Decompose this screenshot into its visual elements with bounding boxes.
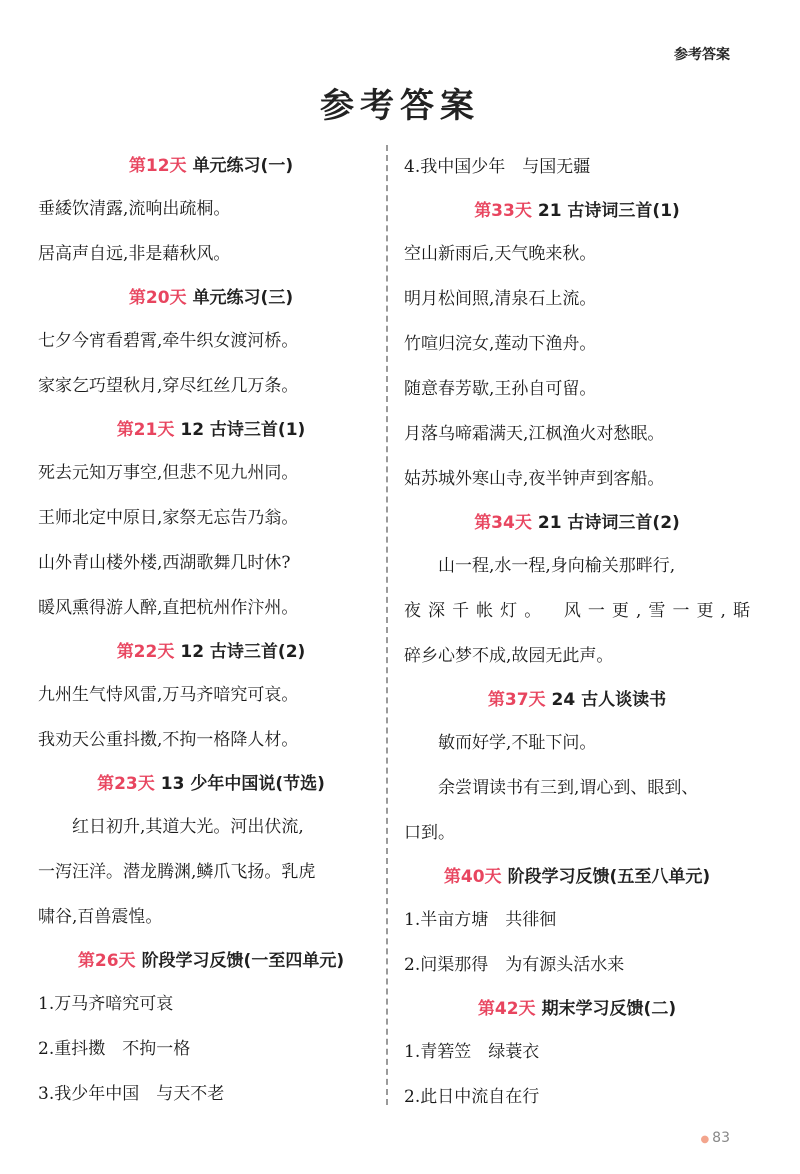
answer-line: 家家乞巧望秋月,穿尽红丝几万条。 [38,376,299,396]
day-label: 第23天 [97,774,155,794]
section-title: 21 古诗词三首(1) [537,201,680,221]
answer-line: 王师北定中原日,家祭无忘告乃翁。 [38,508,299,528]
section-heading [404,988,750,1030]
answer-line: 1.半亩方塘 共徘徊 [404,910,557,930]
day-label: 第40天 [443,867,502,887]
answer-section [38,631,384,763]
answer-line: 明月松间照,清泉石上流。 [404,289,597,309]
day-label: 第26天 [77,951,136,971]
answer-line: 1.万马齐喑究可哀 [38,994,174,1014]
answer-line: 4.我中国少年 与国无疆 [404,157,591,177]
page-number-text: 83 [712,1130,730,1146]
column-divider [386,145,388,1105]
answer-line: 夜深千帐灯。 风一更,雪一更,聒 [404,601,750,621]
answer-line: 七夕今宵看碧霄,牵牛织女渡河桥。 [38,331,299,351]
section-title: 24 古人谈读书 [551,690,667,710]
section-heading [38,409,384,451]
section-heading [38,145,384,187]
answer-section [404,856,750,988]
section-heading [404,856,750,898]
answer-section [404,502,750,679]
answer-line: 一泻汪洋。潜龙腾渊,鳞爪飞扬。乳虎 [38,862,316,882]
answer-line: 九州生气恃风雷,万马齐喑究可哀。 [38,685,299,705]
answer-section [404,145,750,190]
day-label: 第33天 [474,201,532,221]
answer-line: 1.青箬笠 绿蓑衣 [404,1042,540,1062]
day-label: 第22天 [116,642,175,662]
answer-line: 暖风熏得游人醉,直把杭州作汴州。 [38,598,299,618]
answer-line: 我劝天公重抖擞,不拘一格降人材。 [38,730,299,750]
answer-line: 红日初升,其道大光。河出伏流, [72,817,304,837]
section-title: 12 古诗三首(2) [180,642,306,662]
section-title: 阶段学习反馈(五至八单元) [507,867,711,887]
answer-line: 碎乡心梦不成,故园无此声。 [404,646,614,666]
day-label: 第34天 [474,513,532,533]
answer-section [38,145,384,277]
section-title: 阶段学习反馈(一至四单元) [141,951,345,971]
day-label: 第20天 [128,288,187,308]
page-number [700,1130,730,1146]
section-title: 期末学习反馈(二) [541,999,677,1019]
section-heading [404,190,750,232]
section-title: 单元练习(三) [192,288,294,308]
answer-section [404,190,750,502]
answer-line: 姑苏城外寒山寺,夜半钟声到客船。 [404,469,665,489]
answer-section [404,679,750,856]
running-head: 参考答案 [674,47,730,63]
answer-line: 山外青山楼外楼,西湖歌舞几时休? [38,553,291,573]
answer-section [38,409,384,631]
answer-section [38,763,384,940]
section-heading [404,502,750,544]
answer-section [38,277,384,409]
day-label: 第21天 [116,420,175,440]
answer-line: 2.问渠那得 为有源头活水来 [404,955,625,975]
section-title: 12 古诗三首(1) [180,420,306,440]
page-title: 参考答案 [320,86,480,126]
answer-line: 随意春芳歇,王孙自可留。 [404,379,597,399]
answer-section [404,988,750,1120]
section-heading [38,763,384,805]
answer-line: 死去元知万事空,但悲不见九州同。 [38,463,299,483]
section-title: 21 古诗词三首(2) [537,513,680,533]
answer-line: 山一程,水一程,身向榆关那畔行, [438,556,676,576]
answer-section [38,940,384,1117]
answer-line: 垂緌饮清露,流响出疏桐。 [38,199,231,219]
day-label: 第42天 [477,999,536,1019]
page-dot-icon: ● [700,1134,710,1145]
answer-line: 竹喧归浣女,莲动下渔舟。 [404,334,597,354]
answer-line: 3.我少年中国 与天不老 [38,1084,225,1104]
answer-line: 口到。 [404,823,455,843]
section-title: 13 少年中国说(节选) [160,774,325,794]
answer-line: 敏而好学,不耻下问。 [438,733,597,753]
day-label: 第12天 [128,156,187,176]
answer-line: 2.重抖擞 不拘一格 [38,1039,191,1059]
day-label: 第37天 [487,690,546,710]
answer-line: 余尝谓读书有三到,谓心到、眼到、 [438,778,699,798]
section-title: 单元练习(一) [192,156,294,176]
answer-line: 月落乌啼霜满天,江枫渔火对愁眠。 [404,424,665,444]
section-heading [38,631,384,673]
answer-line: 空山新雨后,天气晚来秋。 [404,244,597,264]
answer-line: 居高声自远,非是藉秋风。 [38,244,231,264]
section-heading [38,940,384,982]
section-heading [404,679,750,721]
answer-line: 2.此日中流自在行 [404,1087,540,1107]
section-heading [38,277,384,319]
answer-line: 啸谷,百兽震惶。 [38,907,163,927]
left-column [38,145,384,1117]
right-column [404,145,750,1120]
